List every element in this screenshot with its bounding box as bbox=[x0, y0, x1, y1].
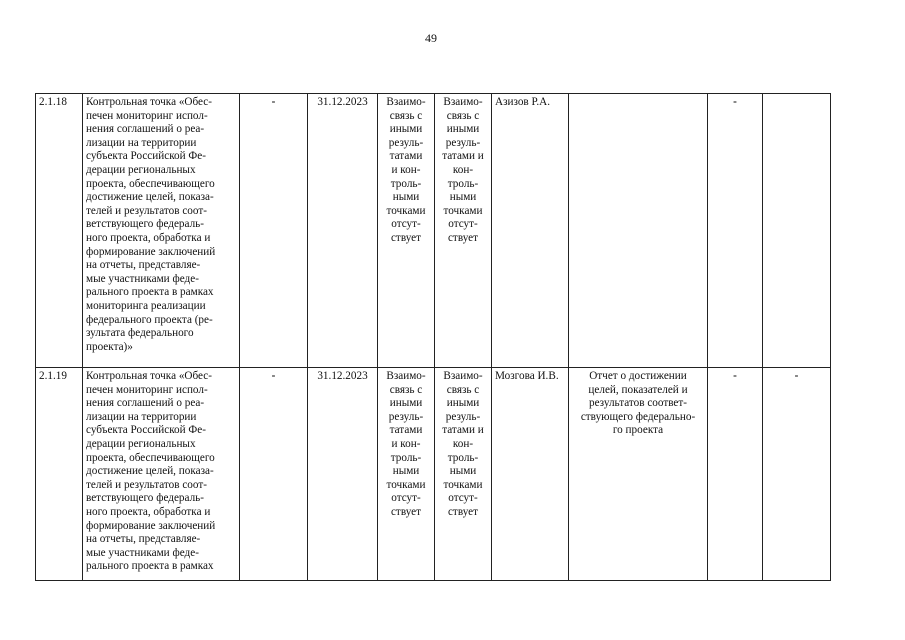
cell-text-line: ными bbox=[392, 465, 420, 478]
cell-text-line: связь с bbox=[389, 383, 423, 396]
cell-text-line: резуль- bbox=[388, 410, 424, 423]
cell-text-line: мониторинга реализации bbox=[86, 299, 206, 312]
cell-text-line: троль- bbox=[390, 177, 422, 190]
extra-cell: - bbox=[763, 368, 831, 581]
cell-text-line: лизации на территории bbox=[86, 410, 197, 423]
cell-text-line: ными bbox=[392, 191, 420, 204]
cell-text-line: ствующего федерально- bbox=[580, 410, 696, 423]
cell-text-line: мые участниками феде- bbox=[86, 546, 199, 559]
cell-text-line: ветствующего федераль- bbox=[86, 492, 204, 505]
base-value-cell: - bbox=[240, 368, 308, 581]
cell-text-line: рального проекта в рамках bbox=[86, 286, 214, 299]
cell-text-line: лизации на территории bbox=[86, 136, 197, 149]
cell-text-line: мые участниками феде- bbox=[86, 272, 199, 285]
cell-text-line: телей и результатов соот- bbox=[86, 204, 207, 217]
cell-text-line: ного проекта, обработка и bbox=[86, 231, 211, 244]
cell-text-line: печен мониторинг испол- bbox=[86, 383, 208, 396]
cell-text-line: ными bbox=[449, 465, 477, 478]
cell-text-line: иными bbox=[389, 123, 423, 136]
cell-text-line: ного проекта, обработка и bbox=[86, 505, 211, 518]
cell-text-line: федерального проекта (ре- bbox=[86, 313, 213, 326]
cell-text-line: кон- bbox=[452, 163, 474, 176]
row-number-cell: 2.1.19 bbox=[36, 368, 83, 581]
control-points-table bbox=[35, 93, 831, 581]
cell-text-line: татами bbox=[389, 424, 423, 437]
control-point-name-cell bbox=[83, 368, 240, 581]
cell-text-line: иными bbox=[446, 123, 480, 136]
cell-text-line: резуль- bbox=[388, 136, 424, 149]
cell-text-line: достижение целей, показа- bbox=[86, 465, 214, 478]
cell-text-line: троль- bbox=[390, 451, 422, 464]
table-row bbox=[36, 368, 831, 581]
level-cell: - bbox=[708, 368, 763, 581]
control-point-name-cell bbox=[83, 94, 240, 368]
cell-text-line: резуль- bbox=[445, 136, 481, 149]
deadline-cell: 31.12.2023 bbox=[308, 94, 378, 368]
cell-text-line: точками bbox=[386, 204, 426, 217]
cell-text-line: татами и bbox=[442, 424, 484, 437]
cell-text-line: Контрольная точка «Обес- bbox=[86, 370, 212, 382]
cell-text-line: дерации региональных bbox=[86, 163, 196, 176]
result-document-cell bbox=[569, 368, 708, 581]
responsible-person-cell: Азизов Р.А. bbox=[492, 94, 569, 368]
cell-text-line: Взаимо- bbox=[443, 370, 483, 382]
cell-text-line: го проекта bbox=[612, 424, 664, 437]
cell-text-line: ветствующего федераль- bbox=[86, 218, 204, 231]
result-document-cell bbox=[569, 94, 708, 368]
predecessor-link-cell bbox=[378, 94, 435, 368]
cell-text-line: ными bbox=[449, 191, 477, 204]
cell-text-line: субъекта Российской Фе- bbox=[86, 424, 206, 437]
cell-text-line: татами bbox=[389, 150, 423, 163]
successor-link-cell bbox=[435, 94, 492, 368]
cell-text-line: Взаимо- bbox=[386, 96, 426, 108]
cell-text-line: связь с bbox=[446, 109, 480, 122]
cell-text-line: связь с bbox=[446, 383, 480, 396]
cell-text-line: целей, показателей и bbox=[588, 383, 688, 396]
cell-text-line: дерации региональных bbox=[86, 437, 196, 450]
cell-text-line: ствует bbox=[447, 231, 479, 244]
cell-text-line: резуль- bbox=[445, 410, 481, 423]
extra-cell bbox=[763, 94, 831, 368]
successor-link-cell bbox=[435, 368, 492, 581]
cell-text-line: на отчеты, представляе- bbox=[86, 533, 201, 546]
cell-text-line: кон- bbox=[452, 437, 474, 450]
cell-text-line: отсут- bbox=[448, 218, 478, 231]
cell-text-line: точками bbox=[386, 478, 426, 491]
cell-text-line: рального проекта в рамках bbox=[86, 560, 214, 573]
cell-text-line: Контрольная точка «Обес- bbox=[86, 96, 212, 108]
cell-text-line: формирование заключений bbox=[86, 519, 216, 532]
cell-text-line: Взаимо- bbox=[443, 96, 483, 108]
cell-text-line: и кон- bbox=[391, 437, 421, 450]
cell-text-line: отсут- bbox=[448, 492, 478, 505]
page-number: 49 bbox=[425, 31, 437, 45]
cell-text-line: достижение целей, показа- bbox=[86, 191, 214, 204]
cell-text-line: ствует bbox=[447, 505, 479, 518]
responsible-person-cell: Мозгова И.В. bbox=[492, 368, 569, 581]
base-value-cell: - bbox=[240, 94, 308, 368]
level-cell: - bbox=[708, 94, 763, 368]
cell-text-line: троль- bbox=[447, 177, 479, 190]
cell-text-line: формирование заключений bbox=[86, 245, 216, 258]
cell-text-line: проекта, обеспечивающего bbox=[86, 177, 215, 190]
cell-text-line: точками bbox=[443, 204, 483, 217]
cell-text-line: на отчеты, представляе- bbox=[86, 259, 201, 272]
cell-text-line: связь с bbox=[389, 109, 423, 122]
cell-text-line: отсут- bbox=[391, 492, 421, 505]
cell-text-line: ствует bbox=[390, 505, 422, 518]
cell-text-line: отсут- bbox=[391, 218, 421, 231]
cell-text-line: татами и bbox=[442, 150, 484, 163]
cell-text-line: нения соглашений о реа- bbox=[86, 397, 205, 410]
row-number-cell: 2.1.18 bbox=[36, 94, 83, 368]
cell-text-line: телей и результатов соот- bbox=[86, 478, 207, 491]
cell-text-line: иными bbox=[446, 397, 480, 410]
cell-text-line: Взаимо- bbox=[386, 370, 426, 382]
cell-text-line: печен мониторинг испол- bbox=[86, 109, 208, 122]
cell-text-line: проекта, обеспечивающего bbox=[86, 451, 215, 464]
predecessor-link-cell bbox=[378, 368, 435, 581]
cell-text-line: иными bbox=[389, 397, 423, 410]
cell-text-line: троль- bbox=[447, 451, 479, 464]
cell-text-line: нения соглашений о реа- bbox=[86, 123, 205, 136]
table-row bbox=[36, 94, 831, 368]
cell-text-line: зультата федерального bbox=[86, 327, 194, 340]
cell-text-line: результатов соответ- bbox=[588, 397, 688, 410]
cell-text-line: точками bbox=[443, 478, 483, 491]
cell-text-line: ствует bbox=[390, 231, 422, 244]
deadline-cell: 31.12.2023 bbox=[308, 368, 378, 581]
cell-text-line: проекта)» bbox=[86, 340, 133, 353]
cell-text-line: Отчет о достижении bbox=[589, 370, 687, 382]
cell-text-line: субъекта Российской Фе- bbox=[86, 150, 206, 163]
cell-text-line: и кон- bbox=[391, 163, 421, 176]
